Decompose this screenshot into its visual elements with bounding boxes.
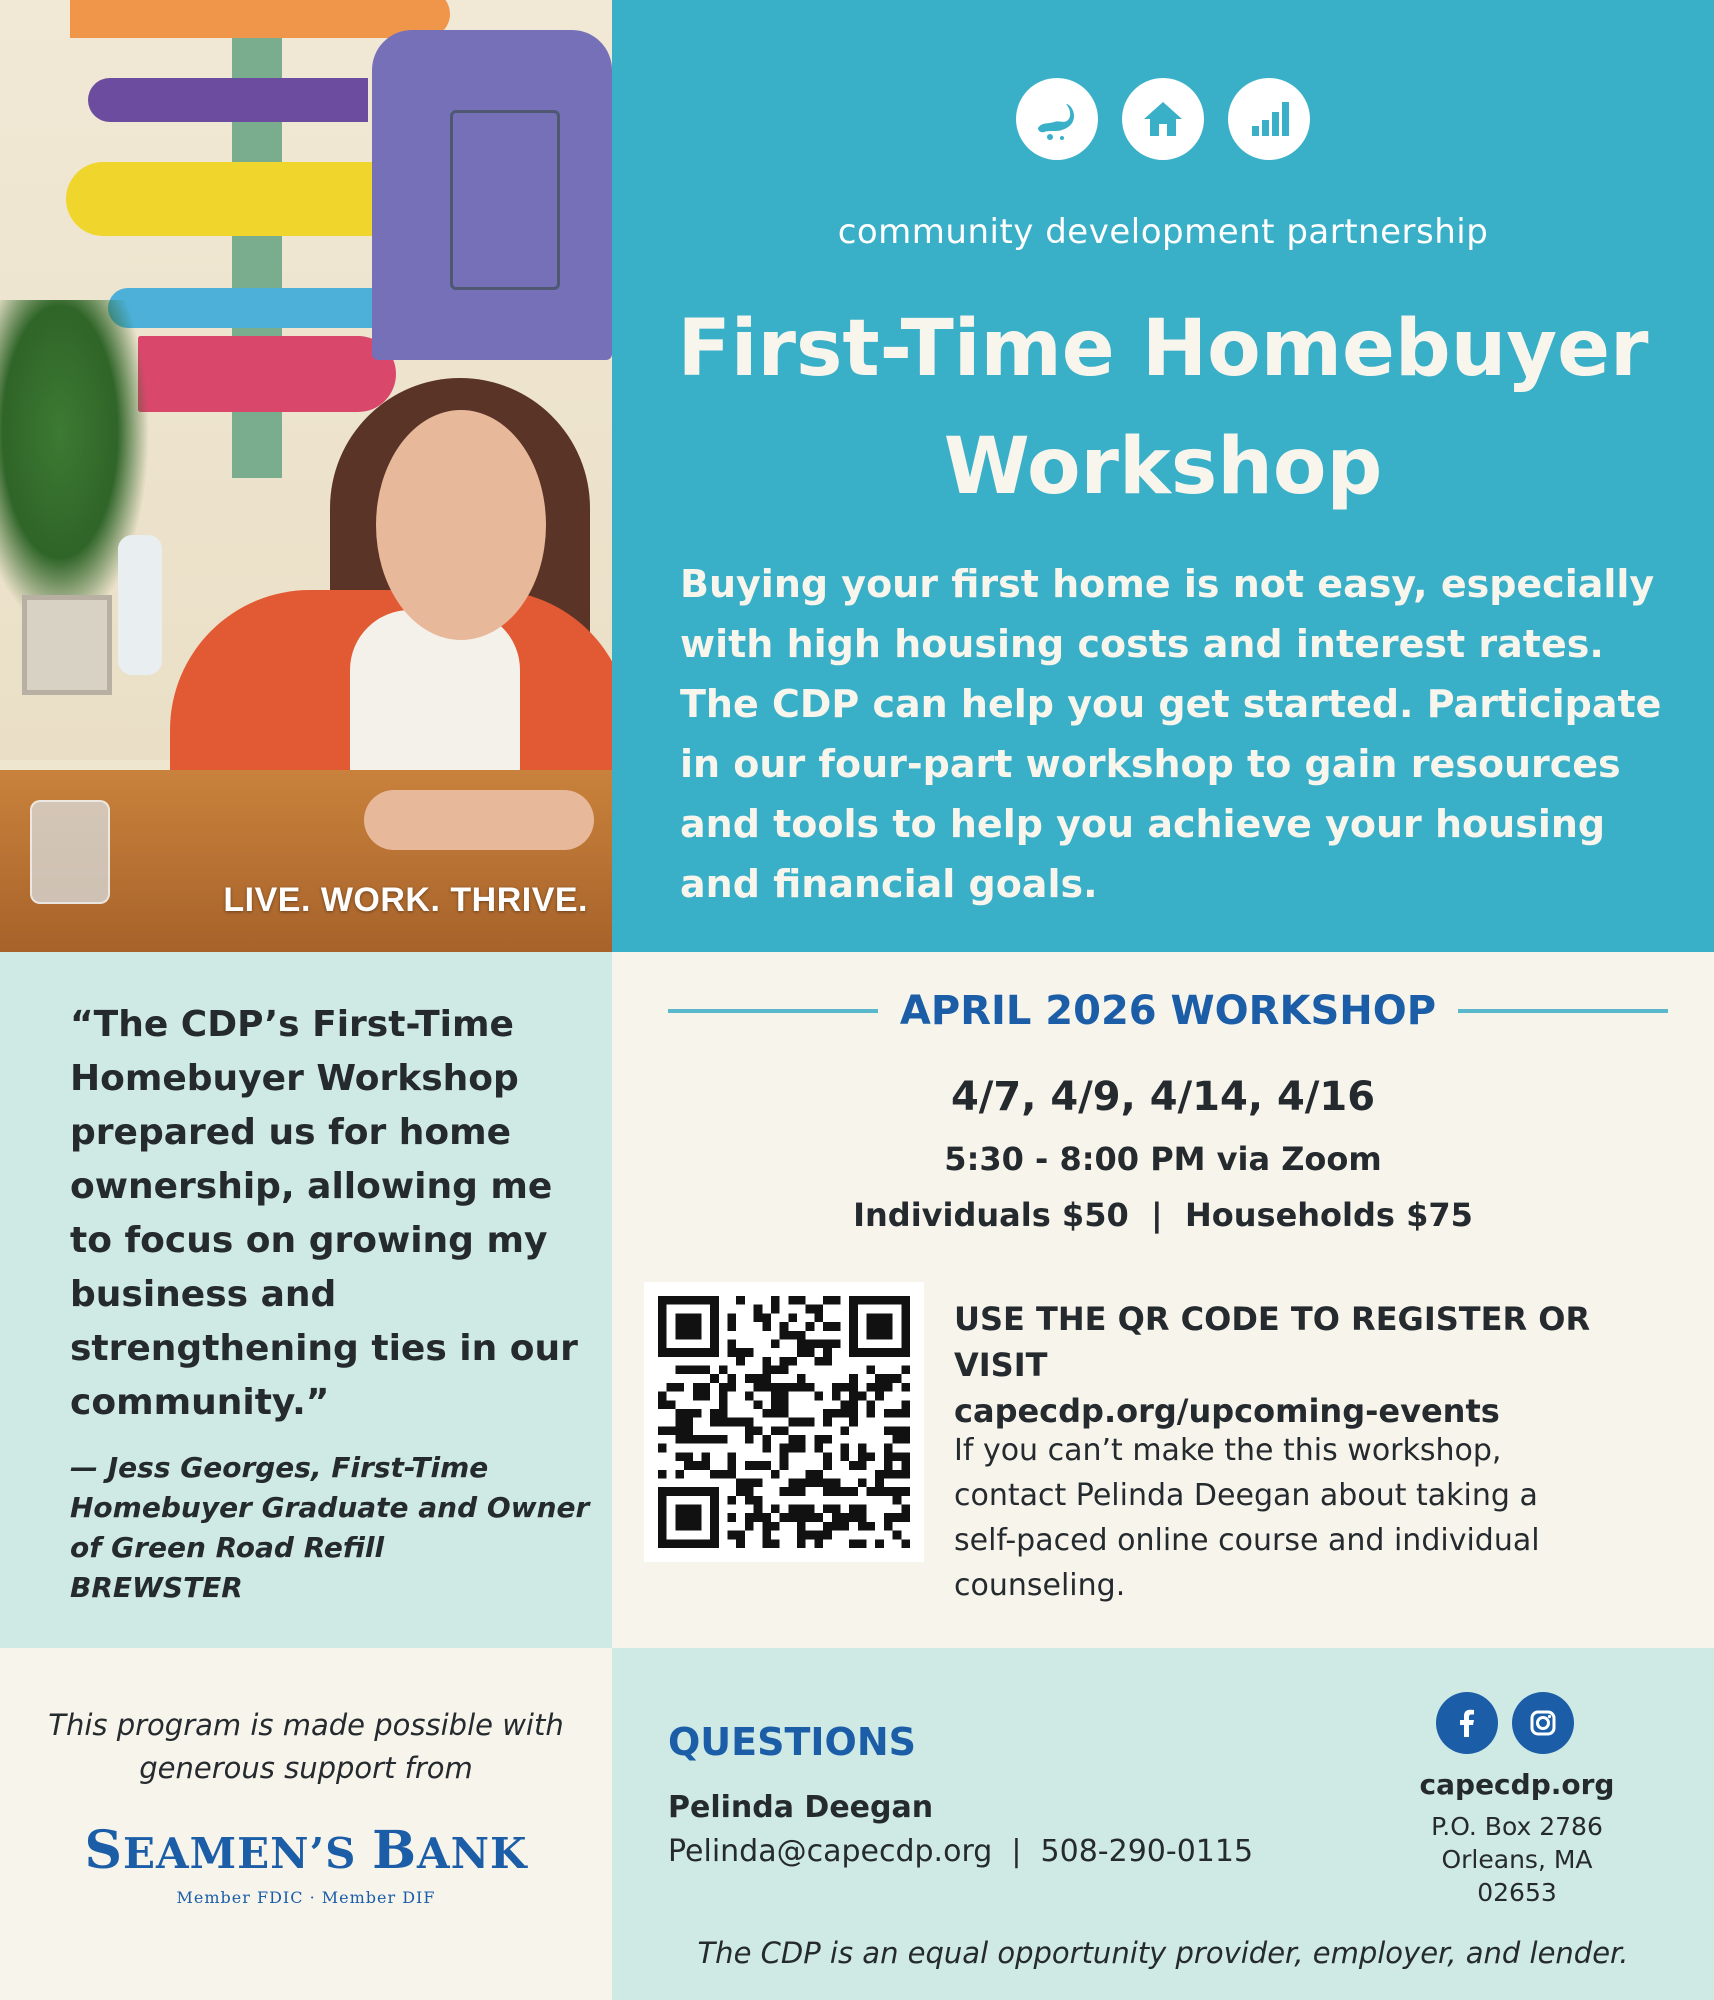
contact-panel <box>612 1648 1714 2000</box>
heading-rule-left <box>668 1009 878 1013</box>
heading-rule-right <box>1458 1009 1668 1013</box>
title-line-1: First-Time Homebuyer <box>677 304 1649 394</box>
photo-tagline: LIVE. WORK. THRIVE. <box>223 881 588 919</box>
bar-chart-icon <box>1228 78 1310 160</box>
testimonial-panel <box>0 952 612 1648</box>
sponsor-panel <box>0 1648 612 2000</box>
sponsor-member-line: Member FDIC · Member DIF <box>176 1888 436 1907</box>
workshop-heading <box>668 988 1668 1034</box>
cape-cod-map-icon <box>1016 78 1098 160</box>
address-line-1: P.O. Box 2786 <box>1431 1812 1603 1841</box>
logo-icons <box>612 78 1714 160</box>
mailing-address <box>1402 1810 1632 1909</box>
workshop-panel <box>612 952 1714 1648</box>
sponsor-logo: SEAMEN’S BANK <box>84 1820 528 1881</box>
contact-name: Pelinda Deegan <box>668 1790 934 1825</box>
hero-panel <box>612 0 1714 952</box>
facebook-icon[interactable] <box>1436 1692 1498 1754</box>
self-paced-note: If you can’t make the this workshop, contact Pelinda Deegan about taking a self-paced online course and individual counseling. <box>954 1433 1540 1603</box>
hero-photo <box>0 0 612 952</box>
testimonial-quote: “The CDP’s First-Time Homebuyer Workshop prepared us for home ownership, allowing me to focus on growing my business and strengthening ties in our community.” <box>70 1004 578 1423</box>
register-heading: USE THE QR CODE TO REGISTER OR VISIT <box>954 1300 1591 1384</box>
questions-heading: QUESTIONS <box>668 1720 917 1764</box>
address-line-2: Orleans, MA <box>1441 1845 1593 1874</box>
workshop-price: Individuals $50 | Households $75 <box>853 1196 1473 1234</box>
registration-qr-code[interactable] <box>644 1282 924 1562</box>
website-link[interactable]: capecdp.org <box>1419 1768 1615 1801</box>
sponsor-text: This program is made possible with generous support from <box>48 1708 564 1785</box>
house-icon <box>1122 78 1204 160</box>
workshop-title: APRIL 2026 WORKSHOP <box>899 988 1437 1034</box>
title-line-2: Workshop <box>943 422 1383 512</box>
page-title <box>612 290 1714 526</box>
intro-text: Buying your first home is not easy, especially with high housing costs and interest rates. The CDP can help you get started. Participate in our four-part workshop to gain resources and tools to help you achieve your housing and financial goals. <box>680 562 1662 906</box>
instagram-icon[interactable] <box>1512 1692 1574 1754</box>
attribution-town: BREWSTER <box>70 1571 243 1604</box>
workshop-dates: 4/7, 4/9, 4/14, 4/16 <box>950 1074 1376 1120</box>
workshop-time: 5:30 - 8:00 PM via Zoom <box>944 1140 1382 1178</box>
address-line-3: 02653 <box>1477 1878 1557 1907</box>
attribution-text: — Jess Georges, First-Time Homebuyer Graduate and Owner of Green Road Refill <box>70 1451 590 1564</box>
register-instructions <box>954 1296 1694 1434</box>
social-links <box>1436 1692 1574 1754</box>
equal-opportunity-statement: The CDP is an equal opportunity provider, employer, and lender. <box>697 1936 1629 1970</box>
register-url-link[interactable]: capecdp.org/upcoming-events <box>954 1392 1500 1430</box>
contact-email-phone[interactable]: Pelinda@capecdp.org | 508-290-0115 <box>668 1834 1254 1869</box>
org-name: community development partnership <box>837 212 1489 252</box>
testimonial-attribution <box>70 1448 600 1608</box>
